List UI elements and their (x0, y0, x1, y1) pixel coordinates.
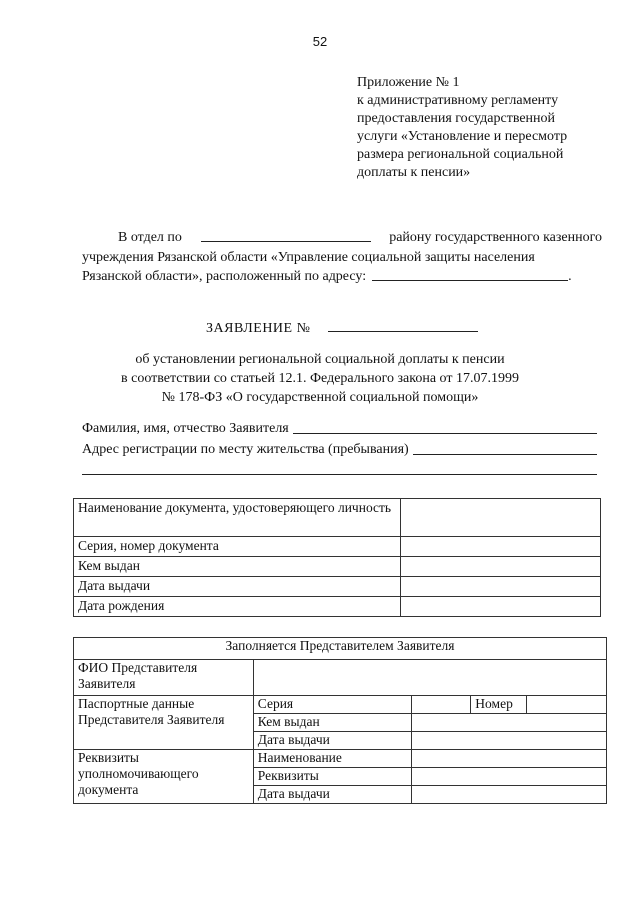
address-end: . (568, 269, 572, 284)
table-row (74, 557, 601, 577)
birth-date-value[interactable] (401, 597, 601, 617)
table-row (74, 660, 607, 696)
document-series-number-value[interactable] (401, 537, 601, 557)
address-line-1 (82, 228, 602, 248)
document-name-value[interactable] (401, 499, 601, 537)
series-label: Серия (253, 696, 411, 714)
appendix-line: доплаты к пенсии» (357, 165, 471, 180)
application-number-field[interactable] (328, 318, 478, 332)
representative-fio-value[interactable] (253, 660, 606, 696)
subtitle-line: об установлении региональной социальной доплаты к пенсии (135, 352, 505, 367)
authority-details-value[interactable] (411, 768, 606, 786)
address-block (82, 228, 602, 287)
series-value[interactable] (411, 696, 471, 714)
table-row (74, 499, 601, 537)
district-field[interactable] (201, 228, 371, 242)
issue-date-label: Дата выдачи (253, 732, 411, 750)
subtitle-line: № 178-ФЗ «О государственной социальной помощи» (161, 390, 479, 405)
applicant-name-row (82, 421, 597, 437)
table-row (74, 750, 607, 768)
document-title (206, 318, 478, 337)
appendix-line: предоставления государственной (357, 111, 556, 126)
appendix-line: Приложение № 1 (357, 75, 460, 90)
document-table (73, 498, 601, 617)
title-text: ЗАЯВЛЕНИЕ № (206, 321, 311, 336)
applicant-address-continuation-field[interactable] (82, 474, 597, 475)
table-row (74, 638, 607, 660)
table-cell-label: Дата рождения (74, 597, 401, 617)
passport-data-label: Паспортные данные Представителя Заявителя (74, 696, 254, 750)
authority-document-label: Реквизиты уполномочивающего документа (74, 750, 254, 804)
address-field[interactable] (372, 267, 568, 281)
representative-table-header: Заполняется Представителем Заявителя (74, 638, 607, 660)
authority-details-label: Реквизиты (253, 768, 411, 786)
table-row (74, 696, 607, 714)
subtitle-line: в соответствии со статьей 12.1. Федерального закона от 17.07.1999 (121, 371, 519, 386)
address-line-2: учреждения Рязанской области «Управление социальной защиты населения (82, 249, 535, 265)
appendix-line: к административному регламенту (357, 93, 559, 108)
representative-fio-label: ФИО Представителя Заявителя (74, 660, 254, 696)
applicant-name-field[interactable] (293, 433, 597, 434)
table-row (74, 577, 601, 597)
authority-date-label: Дата выдачи (253, 786, 411, 804)
applicant-address-row (82, 442, 597, 458)
table-row (74, 597, 601, 617)
appendix-header (357, 74, 567, 182)
document-issued-by-value[interactable] (401, 557, 601, 577)
page-number: 52 (312, 34, 328, 49)
appendix-line: размера региональной социальной (357, 147, 564, 162)
authority-name-value[interactable] (411, 750, 606, 768)
address-location-label: Рязанской области», расположенный по адресу: (82, 269, 367, 284)
table-row (74, 537, 601, 557)
issued-by-label: Кем выдан (253, 714, 411, 732)
applicant-name-label: Фамилия, имя, отчество Заявителя (82, 421, 289, 436)
applicant-address-label: Адрес регистрации по месту жительства (пребывания) (82, 442, 409, 457)
issue-date-value[interactable] (411, 732, 606, 750)
table-cell-label: Наименование документа, удостоверяющего личность (74, 499, 401, 537)
appendix-line: услуги «Установление и пересмотр (357, 129, 568, 144)
number-value[interactable] (527, 696, 607, 714)
authority-name-label: Наименование (253, 750, 411, 768)
table-cell-label: Кем выдан (74, 557, 401, 577)
authority-date-value[interactable] (411, 786, 606, 804)
applicant-address-field[interactable] (413, 454, 597, 455)
document-subtitle (0, 350, 640, 407)
table-cell-label: Дата выдачи (74, 577, 401, 597)
address-prefix: В отдел по (118, 230, 182, 245)
table-cell-label: Серия, номер документа (74, 537, 401, 557)
document-issue-date-value[interactable] (401, 577, 601, 597)
address-suffix: району государственного казенного (389, 230, 602, 245)
representative-table (73, 637, 607, 804)
address-line-3 (82, 267, 602, 287)
issued-by-value[interactable] (411, 714, 606, 732)
number-label: Номер (471, 696, 527, 714)
